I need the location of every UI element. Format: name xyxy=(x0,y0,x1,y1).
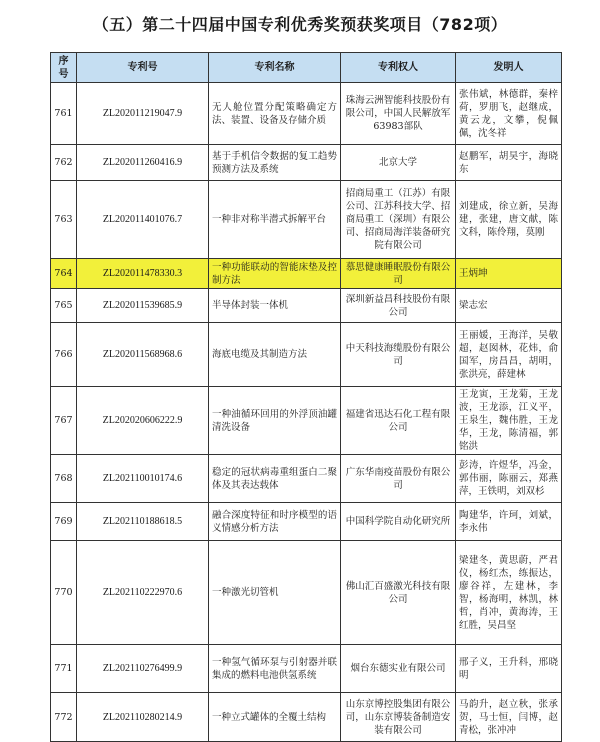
table-row xyxy=(51,83,562,145)
cell-owner: 珠海云洲智能科技股份有限公司，中国人民解放军63983部队 xyxy=(341,83,456,145)
cell-patent-name: 一种油循环回用的外浮顶油罐清洗设备 xyxy=(209,387,341,455)
table-row xyxy=(51,289,562,323)
cell-no: 769 xyxy=(51,503,77,541)
table-row xyxy=(51,145,562,181)
cell-patent-name: 稳定的冠状病毒重组蛋白二聚体及其表达载体 xyxy=(209,455,341,503)
page-title: （五）第二十四届中国专利优秀奖预获奖项目（782项） xyxy=(92,15,508,34)
table-row xyxy=(51,693,562,742)
cell-patent-number: ZL202011260416.9 xyxy=(77,145,209,181)
cell-no: 763 xyxy=(51,181,77,259)
cell-no: 766 xyxy=(51,323,77,387)
cell-patent-number: ZL202011401076.7 xyxy=(77,181,209,259)
cell-no: 768 xyxy=(51,455,77,503)
cell-owner: 深圳新益昌科技股份有限公司 xyxy=(341,289,456,323)
table-row xyxy=(51,387,562,455)
cell-inventor: 王龙寅，王龙菊，王龙波，王龙添，江义平，王泉生，魏伟胜，王龙华，王龙，陈清福，郭铭洪 xyxy=(456,387,562,455)
cell-no: 771 xyxy=(51,645,77,693)
cell-patent-name: 无人舱位置分配策略确定方法、装置、设备及存储介质 xyxy=(209,83,341,145)
cell-patent-number: ZL202110280214.9 xyxy=(77,693,209,742)
table-row xyxy=(51,455,562,503)
cell-no: 762 xyxy=(51,145,77,181)
cell-inventor: 彭涛，许煜华，冯金，郭伟丽，陈丽云，郑燕萍，王铁明，刘双杉 xyxy=(456,455,562,503)
cell-owner: 山东京博控股集团有限公司，山东京博装备制造安装有限公司 xyxy=(341,693,456,742)
cell-inventor: 梁志宏 xyxy=(456,289,562,323)
cell-patent-name: 一种功能联动的智能床垫及控制方法 xyxy=(209,259,341,289)
cell-inventor: 王炳坤 xyxy=(456,259,562,289)
cell-patent-name: 海底电缆及其制造方法 xyxy=(209,323,341,387)
table-row xyxy=(51,503,562,541)
table-row xyxy=(51,323,562,387)
header-owner: 专利权人 xyxy=(341,53,456,83)
cell-owner: 佛山汇百盛激光科技有限公司 xyxy=(341,541,456,645)
cell-inventor: 陶建华，许珂，刘斌，李永伟 xyxy=(456,503,562,541)
cell-no: 761 xyxy=(51,83,77,145)
cell-patent-number: ZL202110188618.5 xyxy=(77,503,209,541)
cell-patent-name: 一种立式罐体的全覆土结构 xyxy=(209,693,341,742)
cell-inventor: 张伟斌，林德群，秦梓荷，罗朋飞，赵继成，黄云龙，文攀，倪佩佩，沈冬祥 xyxy=(456,83,562,145)
cell-inventor: 梁建冬，黄思蔚，严君仪，杨红杰，练振达，廖谷祥，左建林，李智，杨海明，林凯，林哲，肖冲，黄海涛，王红胜，吴昌坚 xyxy=(456,541,562,645)
table-row xyxy=(51,259,562,289)
cell-patent-number: ZL202110222970.6 xyxy=(77,541,209,645)
cell-patent-name: 融合深度特征和时序模型的语义情感分析方法 xyxy=(209,503,341,541)
cell-patent-number: ZL202011219047.9 xyxy=(77,83,209,145)
cell-patent-name: 半导体封装一体机 xyxy=(209,289,341,323)
cell-patent-number: ZL202020606222.9 xyxy=(77,387,209,455)
cell-owner: 中国科学院自动化研究所 xyxy=(341,503,456,541)
cell-inventor: 赵鹏军，胡昊宇，海晓东 xyxy=(456,145,562,181)
cell-patent-name: 一种非对称半潜式拆解平台 xyxy=(209,181,341,259)
table-header-row xyxy=(51,53,562,83)
cell-patent-name: 一种激光切管机 xyxy=(209,541,341,645)
cell-owner: 广东华南疫苗股份有限公司 xyxy=(341,455,456,503)
cell-patent-number: ZL202011478330.3 xyxy=(77,259,209,289)
cell-owner: 招商局重工（江苏）有限公司、江苏科技大学、招商局重工（深圳）有限公司、招商局海洋装备研究院有限公司 xyxy=(341,181,456,259)
header-inventor: 发明人 xyxy=(456,53,562,83)
cell-no: 772 xyxy=(51,693,77,742)
cell-owner: 北京大学 xyxy=(341,145,456,181)
cell-owner: 慕思健康睡眠股份有限公司 xyxy=(341,259,456,289)
cell-no: 765 xyxy=(51,289,77,323)
cell-patent-number: ZL202110276499.9 xyxy=(77,645,209,693)
cell-owner: 烟台东德实业有限公司 xyxy=(341,645,456,693)
cell-no: 770 xyxy=(51,541,77,645)
table-row xyxy=(51,181,562,259)
cell-no: 767 xyxy=(51,387,77,455)
header-number: 专利号 xyxy=(77,53,209,83)
cell-inventor: 邢子义，王升科，邢晓明 xyxy=(456,645,562,693)
cell-owner: 福建省迅达石化工程有限公司 xyxy=(341,387,456,455)
cell-patent-name: 基于手机信令数据的复工趋势预测方法及系统 xyxy=(209,145,341,181)
header-name: 专利名称 xyxy=(209,53,341,83)
table-row xyxy=(51,645,562,693)
cell-patent-number: ZL202110010174.6 xyxy=(77,455,209,503)
cell-inventor: 马韵升，赵立秋，张承贺，马士恒，闫博，赵青松，张冲冲 xyxy=(456,693,562,742)
patent-table xyxy=(50,52,562,742)
cell-patent-name: 一种氢气循环泵与引射器并联集成的燃料电池供氢系统 xyxy=(209,645,341,693)
cell-patent-number: ZL202011539685.9 xyxy=(77,289,209,323)
table-row xyxy=(51,541,562,645)
cell-inventor: 刘建成，徐立新，吴海建，张建，唐文献，陈文科，陈伶翔，莫刚 xyxy=(456,181,562,259)
cell-patent-number: ZL202011568968.6 xyxy=(77,323,209,387)
cell-owner: 中天科技海缆股份有限公司 xyxy=(341,323,456,387)
cell-inventor: 王丽媛，王海洋，吴敬超，赵囡林，花炜，俞国军，房昌昌，胡明，张洪亮，薛建林 xyxy=(456,323,562,387)
cell-no: 764 xyxy=(51,259,77,289)
header-no: 序号 xyxy=(51,53,77,83)
